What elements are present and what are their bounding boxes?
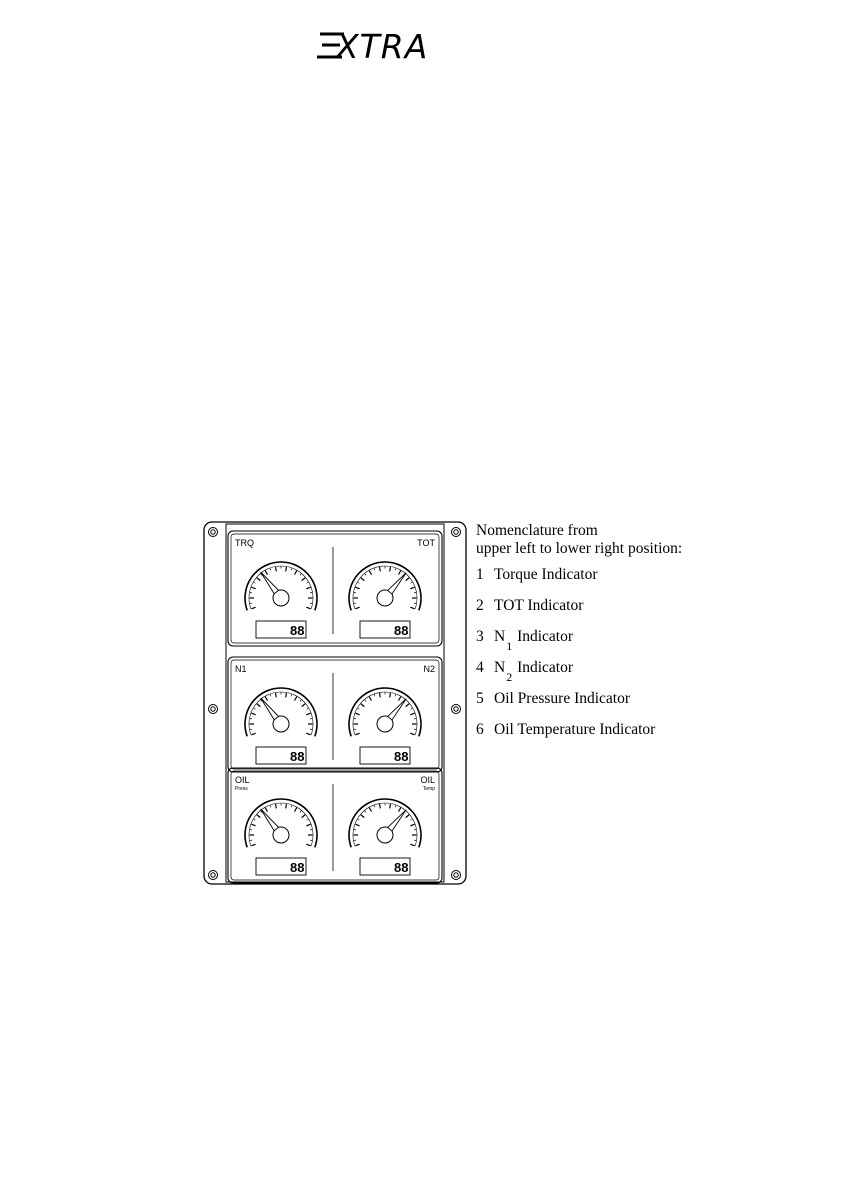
- gauge-label: OIL: [235, 775, 250, 785]
- gauge-tick: [265, 571, 267, 575]
- gauge-tick: [254, 582, 256, 583]
- digital-readout-digits: 88: [290, 860, 305, 875]
- gauge-tick: [380, 567, 381, 571]
- gauge-tick: [355, 844, 359, 846]
- legend-item-text: N: [494, 659, 506, 676]
- gauge-tick: [406, 815, 409, 818]
- gauge-tick: [295, 571, 297, 575]
- legend-item-number: 5: [476, 690, 484, 707]
- legend-item: [476, 721, 776, 752]
- gauge-tick: [251, 607, 255, 609]
- gauge-tick: [306, 824, 310, 826]
- gauge-tick: [406, 578, 409, 581]
- gauge-tick: [410, 713, 414, 715]
- gauge-tick: [358, 582, 360, 583]
- gauge-tick: [355, 733, 359, 735]
- gauge-tick: [257, 578, 260, 581]
- gauge-label: OIL: [420, 775, 435, 785]
- legend-intro-line2: upper left to lower right position:: [476, 540, 683, 557]
- gauge-tick: [399, 808, 401, 812]
- screw-icon: [209, 871, 218, 880]
- gauge-tick: [302, 815, 305, 818]
- gauge-sublabel: Temp: [422, 786, 435, 792]
- gauge-tick: [286, 804, 287, 808]
- gauge-tick: [410, 844, 414, 846]
- gauge-tick: [254, 708, 256, 709]
- gauge-tick: [302, 704, 305, 707]
- gauge-tick: [251, 713, 255, 715]
- gauge-tick: [306, 587, 310, 589]
- gauge-tick: [365, 700, 366, 702]
- gauge-tick: [307, 708, 309, 709]
- gauge-tick: [395, 568, 396, 570]
- panel-drawing: [200, 518, 470, 888]
- gauge-tick: [380, 804, 381, 808]
- gauge-tick: [251, 733, 255, 735]
- screw-icon: [209, 528, 218, 537]
- gauge-needle: [388, 699, 406, 720]
- gauge-tick: [306, 733, 310, 735]
- gauge-tick: [410, 587, 414, 589]
- legend-item-text: N: [494, 628, 506, 645]
- oil-temperature-indicator: [349, 775, 435, 875]
- n1-indicator: [235, 664, 317, 764]
- gauge-tick: [307, 819, 309, 820]
- gauge-tick: [306, 713, 310, 715]
- gauge-tick: [399, 697, 401, 701]
- gauge-tick: [300, 574, 301, 576]
- legend-item: [476, 597, 776, 628]
- legend-item-number: 6: [476, 721, 484, 738]
- gauge-tick: [380, 693, 381, 697]
- gauge-tick: [306, 607, 310, 609]
- gauge-tick: [374, 568, 375, 570]
- gauge-tick: [265, 697, 267, 701]
- legend-item-number: 3: [476, 628, 484, 645]
- gauge-tick: [410, 733, 414, 735]
- tot-indicator: [349, 538, 435, 638]
- gauge-label: N2: [423, 664, 435, 674]
- panel-outer-frame: [204, 522, 466, 884]
- logo-text: XTRA: [336, 28, 429, 64]
- gauge-tick: [306, 844, 310, 846]
- gauge-tick: [365, 574, 366, 576]
- screw-icon: [209, 705, 218, 714]
- gauge-label: TRQ: [235, 538, 254, 548]
- legend-item-subscript: 1: [506, 639, 513, 653]
- screw-icon: [452, 871, 461, 880]
- legend-item-text: TOT Indicator: [494, 597, 584, 614]
- legend-item: [476, 566, 776, 597]
- gauge-tick: [270, 805, 271, 807]
- gauge-tick: [361, 815, 364, 818]
- gauge-label: N1: [235, 664, 247, 674]
- n2-indicator: [349, 664, 435, 764]
- gauge-tick: [355, 607, 359, 609]
- gauge-tick: [365, 811, 366, 813]
- gauge-tick: [369, 808, 371, 812]
- legend-item-text: Oil Pressure Indicator: [494, 690, 631, 707]
- legend-item-text: Oil Temperature Indicator: [494, 721, 656, 738]
- gauge-tick: [399, 571, 401, 575]
- legend-item-subscript: 2: [506, 670, 513, 684]
- digital-readout-digits: 88: [394, 860, 409, 875]
- legend-item-number: 2: [476, 597, 484, 614]
- gauge-tick: [411, 708, 413, 709]
- gauge-tick: [257, 704, 260, 707]
- legend-item: [476, 659, 776, 690]
- gauge-tick: [276, 693, 277, 697]
- gauge-tick: [300, 811, 301, 813]
- gauge-tick: [369, 697, 371, 701]
- legend-item-text-suffix: Indicator: [517, 659, 574, 676]
- gauge-tick: [300, 700, 301, 702]
- gauge-tick: [291, 805, 292, 807]
- gauge-tick: [270, 568, 271, 570]
- gauge-tick: [410, 607, 414, 609]
- gauge-tick: [291, 694, 292, 696]
- gauge-tick: [358, 708, 360, 709]
- torque-indicator: [235, 538, 317, 638]
- gauge-tick: [254, 819, 256, 820]
- nomenclature-legend: [476, 522, 776, 752]
- gauge-tick: [358, 819, 360, 820]
- gauge-tick: [411, 819, 413, 820]
- screw-icon: [452, 705, 461, 714]
- legend-intro-line1: Nomenclature from: [476, 522, 598, 539]
- gauge-needle: [388, 810, 406, 831]
- extra-logo: [314, 28, 446, 64]
- gauge-label: TOT: [417, 538, 435, 548]
- gauge-tick: [270, 694, 271, 696]
- gauge-tick: [355, 824, 359, 826]
- legend-item: [476, 628, 776, 659]
- gauge-tick: [361, 704, 364, 707]
- legend-item-number: 4: [476, 659, 484, 676]
- gauge-needle: [261, 809, 279, 831]
- screw-icon: [452, 528, 461, 537]
- gauge-tick: [411, 582, 413, 583]
- gauge-tick: [395, 805, 396, 807]
- digital-readout-digits: 88: [394, 623, 409, 638]
- gauge-tick: [286, 693, 287, 697]
- digital-readout-digits: 88: [290, 623, 305, 638]
- gauge-tick: [251, 824, 255, 826]
- gauge-tick: [406, 704, 409, 707]
- gauge-tick: [251, 844, 255, 846]
- gauge-needle: [261, 572, 279, 594]
- gauge-tick: [374, 805, 375, 807]
- gauge-tick: [295, 808, 297, 812]
- gauge-tick: [390, 693, 391, 697]
- gauge-tick: [291, 568, 292, 570]
- gauge-tick: [355, 587, 359, 589]
- gauge-tick: [390, 804, 391, 808]
- legend-item: [476, 690, 776, 721]
- gauge-needle: [388, 573, 406, 594]
- gauge-tick: [390, 567, 391, 571]
- gauge-tick: [265, 808, 267, 812]
- digital-readout-digits: 88: [394, 749, 409, 764]
- gauge-tick: [276, 567, 277, 571]
- gauge-tick: [374, 694, 375, 696]
- gauge-tick: [276, 804, 277, 808]
- gauge-tick: [251, 587, 255, 589]
- engine-instrument-panel: [200, 518, 470, 888]
- legend-intro: [476, 522, 776, 558]
- gauge-tick: [410, 824, 414, 826]
- gauge-tick: [361, 578, 364, 581]
- digital-readout-digits: 88: [290, 749, 305, 764]
- gauge-tick: [307, 582, 309, 583]
- legend-item-number: 1: [476, 566, 484, 583]
- gauge-tick: [295, 697, 297, 701]
- gauge-tick: [395, 694, 396, 696]
- gauge-tick: [355, 713, 359, 715]
- gauge-tick: [369, 571, 371, 575]
- oil-pressure-indicator: [235, 775, 317, 875]
- gauge-sublabel: Press: [235, 786, 248, 792]
- panel-inner-frame: [226, 524, 444, 882]
- gauge-tick: [257, 815, 260, 818]
- gauge-tick: [302, 578, 305, 581]
- gauge-needle: [261, 698, 279, 720]
- legend-item-text: Torque Indicator: [494, 566, 598, 583]
- legend-item-text-suffix: Indicator: [517, 628, 574, 645]
- gauge-tick: [286, 567, 287, 571]
